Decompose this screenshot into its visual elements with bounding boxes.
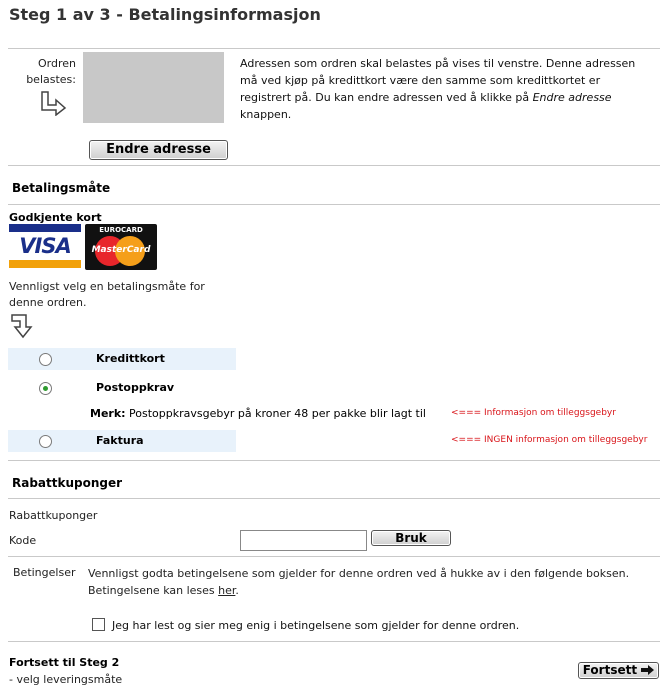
terms-text-part: . (235, 584, 239, 597)
divider (8, 48, 660, 49)
note-text: Postoppkravsgebyr på kroner 48 per pakke blir lagt til (125, 407, 426, 420)
divider (8, 556, 660, 557)
terms-link[interactable]: her (218, 584, 236, 597)
address-display (83, 52, 224, 123)
use-coupon-button[interactable]: Bruk (371, 530, 451, 546)
divider (8, 165, 660, 166)
approved-cards-label: Godkjente kort (9, 211, 102, 224)
fee-note (90, 407, 426, 420)
fee-info-annotation: <=== Informasjon om tilleggsgebyr (451, 408, 616, 418)
visa-stripe-top (9, 224, 81, 232)
code-label: Kode (9, 534, 37, 547)
faktura-radio[interactable] (39, 435, 52, 448)
coupon-subtitle: Rabattkuponger (9, 509, 98, 522)
page-title: Steg 1 av 3 - Betalingsinformasjon (9, 5, 321, 24)
divider (8, 204, 660, 205)
postoppkrav-radio[interactable] (39, 382, 52, 395)
kredittkort-radio[interactable] (39, 353, 52, 366)
arrow-down-icon (10, 311, 38, 339)
visa-logo-text: VISA (19, 234, 71, 258)
divider (8, 641, 660, 642)
continue-button-label: Fortsett (582, 663, 638, 677)
kredittkort-label[interactable]: Kredittkort (96, 352, 165, 365)
accept-terms-label[interactable]: Jeg har lest og sier meg enig i betingelsene som gjelder for denne ordren. (112, 619, 520, 632)
faktura-label[interactable]: Faktura (96, 434, 144, 447)
address-info-part: Adressen som ordren skal belastes på vises til venstre. Denne adressen må ved kjøp på kredittkort være den samme som kredittkortet er registrert på. Du kan endre adressen ved å klikke på (240, 57, 636, 104)
continue-subtitle: - velg leveringsmåte (9, 673, 123, 686)
postoppkrav-label[interactable]: Postoppkrav (96, 381, 175, 394)
terms-label: Betingelser (13, 566, 76, 579)
note-label: Merk: (90, 407, 126, 420)
divider (8, 498, 660, 499)
accept-terms-checkbox[interactable] (92, 618, 105, 631)
order-address-label: Ordren belastes: (26, 57, 76, 86)
coupon-code-input[interactable] (240, 530, 367, 551)
mastercard-logo-text: MasterCard (91, 245, 151, 255)
payment-option-faktura[interactable] (8, 430, 236, 452)
eurocard-text: EUROCARD (99, 226, 143, 234)
payment-section-title: Betalingsmåte (12, 181, 111, 195)
continue-title: Fortsett til Steg 2 (9, 656, 120, 669)
coupon-section-title: Rabattkuponger (12, 476, 123, 490)
edit-address-button[interactable]: Endre adresse (89, 140, 228, 160)
continue-button[interactable] (578, 662, 659, 679)
address-info-text (240, 55, 645, 123)
no-fee-info-annotation: <=== INGEN informasjon om tilleggsgebyr (451, 435, 648, 445)
address-info-part: knappen. (240, 108, 292, 121)
visa-stripe-bottom (9, 260, 81, 268)
choose-payment-text: Vennligst velg en betalingsmåte for denne ordren. (9, 280, 205, 309)
terms-text (88, 565, 658, 599)
address-info-emphasis: Endre adresse (532, 91, 612, 104)
mastercard-logo (85, 224, 157, 270)
visa-logo (9, 224, 81, 268)
arrow-right-icon (641, 665, 654, 675)
divider (8, 460, 660, 461)
terms-text-part: Vennligst godta betingelsene som gjelder for denne ordren ved å hukke av i den følgende boksen. Betingelsene kan leses (88, 567, 630, 597)
payment-option-kredittkort[interactable] (8, 348, 236, 370)
payment-option-postoppkrav[interactable] (8, 377, 236, 399)
arrow-right-down-icon (38, 90, 68, 116)
